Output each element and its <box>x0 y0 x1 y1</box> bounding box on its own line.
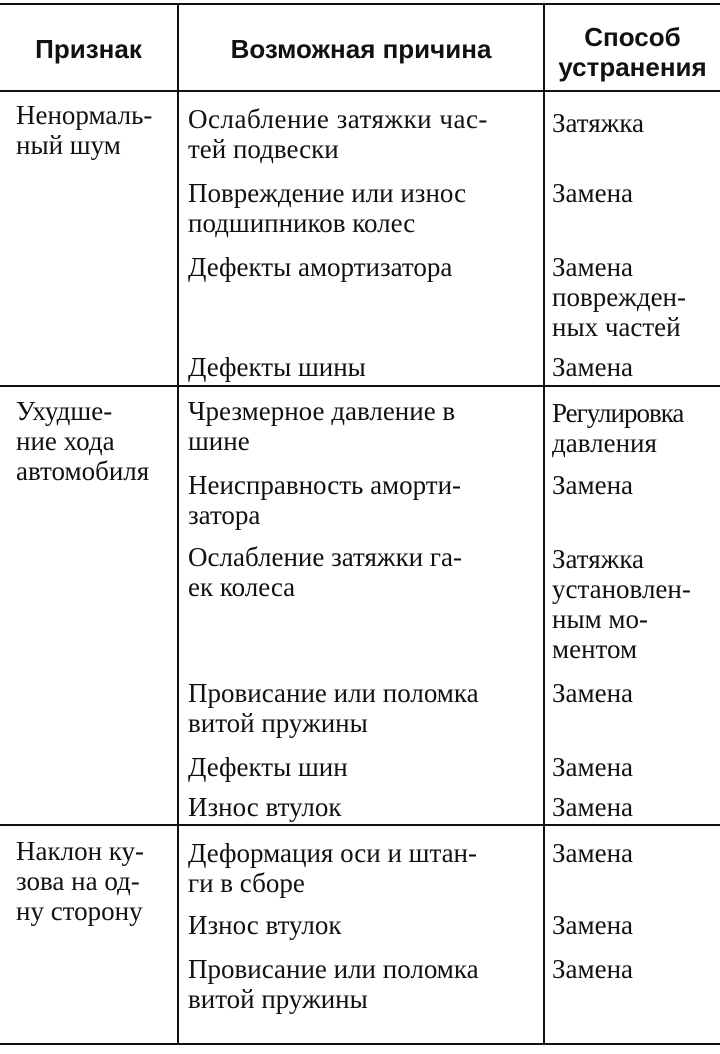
cause-3-1-line2: ги в сборе <box>188 868 305 898</box>
cause-2-6-line1: Износ втулок <box>188 792 342 822</box>
column-divider-1 <box>177 3 179 1045</box>
fix-2-1-line1: Регулировка <box>552 398 684 428</box>
column-divider-2 <box>543 3 545 1045</box>
cause-1-2-line2: подшипников колес <box>188 208 416 238</box>
fix-1-4-line1: Замена <box>552 352 634 382</box>
fix-2-3-line3: ным мо- <box>552 604 649 634</box>
fix-1-3-line3: ных частей <box>552 312 681 342</box>
fix-2-6-line1: Замена <box>552 792 634 822</box>
fix-2-3-line2: установлен- <box>552 574 691 604</box>
cause-2-3-line2: ек колеса <box>188 572 296 602</box>
symptom-1-line1: Ненормаль- <box>16 100 153 130</box>
group-1-bottom-rule <box>0 385 720 387</box>
symptom-3-line2: зова на од- <box>16 866 140 896</box>
fix-2-5-line1: Замена <box>552 752 634 782</box>
symptom-3-line3: ну сторону <box>16 896 143 926</box>
cause-2-5-line1: Дефекты шин <box>188 752 348 782</box>
header-cause: Возможная причина <box>230 34 492 64</box>
fix-3-3-line1: Замена <box>552 954 634 984</box>
table-top-rule <box>0 3 720 5</box>
cause-2-2-line2: затора <box>188 500 261 530</box>
cause-2-4-line1: Провисание или поломка <box>188 678 479 708</box>
cause-2-1-line2: шине <box>188 426 250 456</box>
header-symptom: Признак <box>35 34 142 64</box>
cause-2-2-line1: Неисправность аморти- <box>188 470 462 500</box>
symptom-2-line1: Ухудше- <box>16 396 113 426</box>
fix-3-1-line1: Замена <box>552 838 634 868</box>
fix-1-2-line1: Замена <box>552 178 634 208</box>
fix-1-3-line2: поврежден- <box>552 282 686 312</box>
cause-1-1-line2: тей подвески <box>188 134 339 164</box>
table-bottom-rule <box>0 1043 720 1045</box>
symptom-1-line2: ный шум <box>16 130 121 160</box>
fix-2-3-line4: ментом <box>552 634 638 664</box>
fix-3-2-line1: Замена <box>552 910 634 940</box>
fix-1-3-line1: Замена <box>552 252 634 282</box>
fix-1-1-line1: Затяжка <box>552 108 645 138</box>
fix-2-3-line1: Затяжка <box>552 544 645 574</box>
cause-1-3-line1: Дефекты амортизатора <box>188 252 453 282</box>
cause-3-3-line2: витой пружины <box>188 984 368 1014</box>
fix-2-4-line1: Замена <box>552 678 634 708</box>
cause-1-2-line1: Повреждение или износ <box>188 178 467 208</box>
cause-3-2-line1: Износ втулок <box>188 910 342 940</box>
fix-2-2-line1: Замена <box>552 470 634 500</box>
group-2-bottom-rule <box>0 824 720 826</box>
symptom-2-line3: автомобиля <box>16 456 150 486</box>
cause-3-3-line1: Провисание или поломка <box>188 954 479 984</box>
cause-3-1-line1: Деформация оси и штан- <box>188 838 477 868</box>
cause-1-4-line1: Дефекты шины <box>188 352 366 382</box>
symptom-2-line2: ние хода <box>16 426 115 456</box>
header-bottom-rule <box>0 90 720 92</box>
cause-2-1-line1: Чрезмерное давление в <box>188 396 456 426</box>
header-remedy-line1: Способ <box>584 22 681 52</box>
cause-2-4-line2: витой пружины <box>188 708 368 738</box>
symptom-3-line1: Наклон ку- <box>16 836 144 866</box>
cause-2-3-line1: Ослабление затяжки га- <box>188 542 462 572</box>
cause-1-1-line1: Ослабление затяжки час- <box>188 104 488 134</box>
header-remedy-line2: устранения <box>558 52 707 82</box>
fix-2-1-line2: давления <box>552 428 657 458</box>
